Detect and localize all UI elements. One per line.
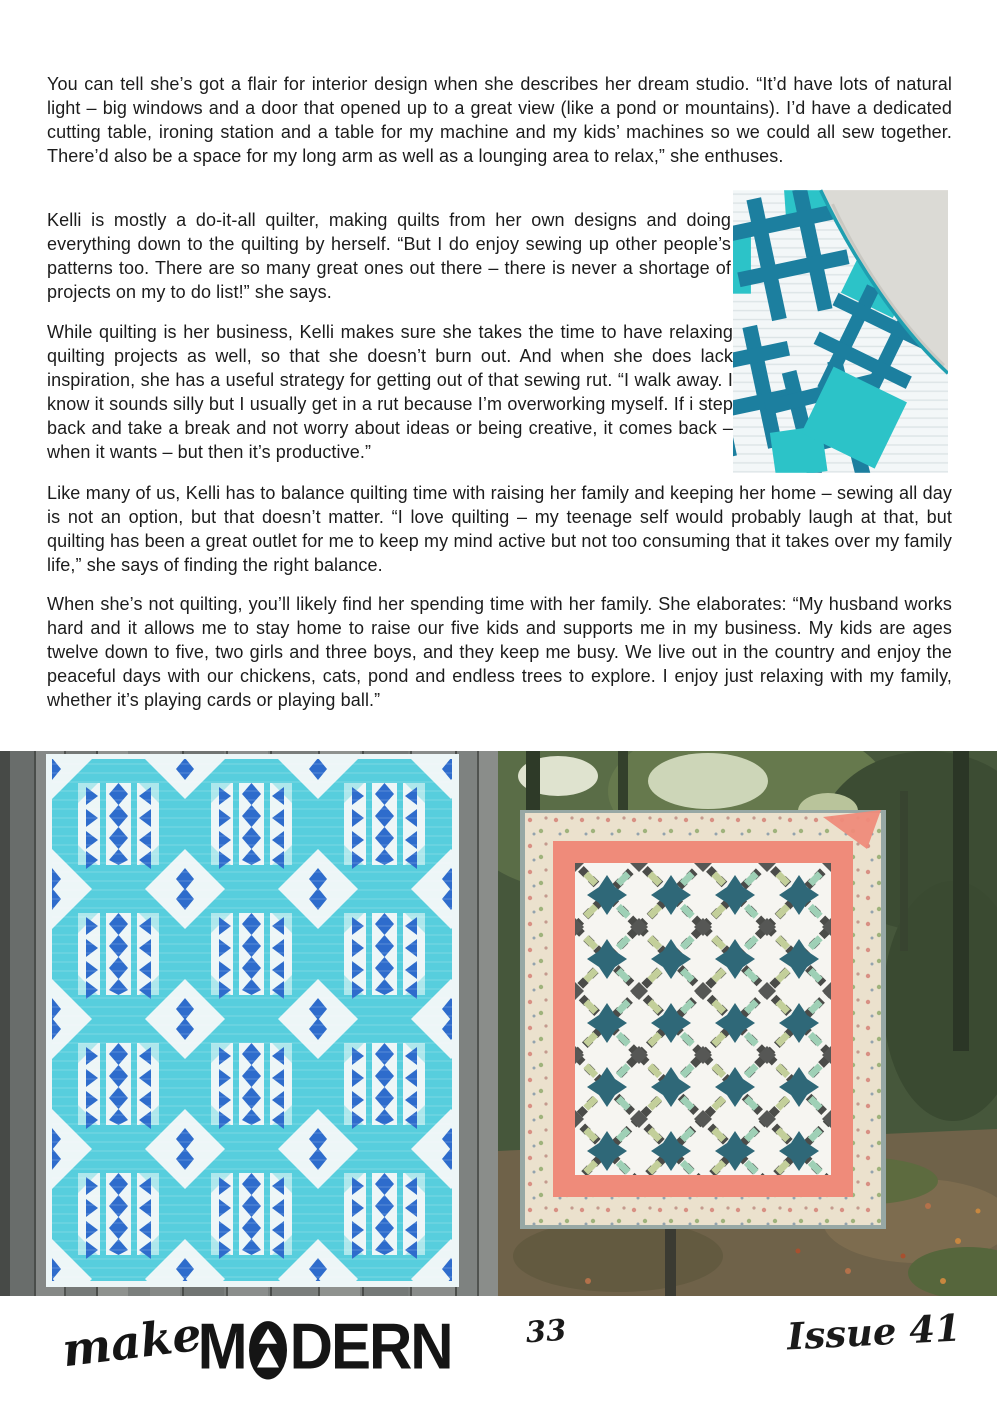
- page-footer: [0, 1296, 997, 1410]
- issue-label: Issue 41: [786, 1305, 963, 1359]
- triangle-o-icon: [247, 1318, 289, 1381]
- logo-modern-m: M: [197, 1309, 246, 1383]
- paragraph-5: When she’s not quilting, you’ll likely find her spending time with her family. She elaborates: “My husband works hard and it allows me to stay home to raise our five kids and supports me in my business. My kids are ages twelve down to five, two girls and three boys, and they keep me busy. We live out in the country and enjoy the peaceful days with our chickens, cats, pond and endless trees to explore. I enjoy just relaxing with my family, whether it’s playing cards or playing ball.”: [47, 594, 952, 710]
- fence-quilt-image: [0, 751, 498, 1296]
- paragraph-1: You can tell she’s got a flair for interior design when she describes her dream studio. “It’d have lots of natural light – big windows and a door that opened up to a great view (like a pond or mountains). I’d have a dedicated cutting table, ironing station and a table for my machine and my kids’ machines so we could all sew together. There’d also be a space for my long arm as well as a lounging area to relax,” she enthuses.: [47, 74, 952, 166]
- fence-quilt: [46, 754, 459, 1287]
- paragraph-4: Like many of us, Kelli has to balance quilting time with raising her family and keeping her home – sewing all day is not an option, but that doesn’t matter. “I love quilting – my teenage self would probably laugh at that, but quilting has been a great outlet for me to keep my mind active but not too consuming that it takes over my family life,” she says of finding the right balance.: [47, 483, 952, 575]
- logo-modern-text: [198, 1309, 452, 1384]
- logo-make-text: make: [59, 1306, 205, 1378]
- paragraph-3: While quilting is her business, Kelli makes sure she takes the time to have relaxing quilting projects as well, so that she doesn’t burn out. And when she does lack inspiration, she has a useful strategy for getting out of that sewing rut. “I walk away. I know it sounds silly but I usually get in a rut because I’m overworking myself. If i step back and take a break and not worry about ideas or being creative, it comes back – when it wants – but then it’s productive.”: [47, 322, 733, 462]
- forest-quilt-photo: [498, 751, 997, 1296]
- logo-modern-dern: DERN: [289, 1309, 452, 1383]
- fence-quilt-photo: [0, 751, 498, 1296]
- forest-quilt-image: [498, 751, 997, 1296]
- quilt-closeup-photo: [733, 189, 948, 474]
- paragraph-2: Kelli is mostly a do-it-all quilter, making quilts from her own designs and doing everything down to the quilting by herself. “But I do enjoy sewing up other people’s patterns too. There are so many great ones out there – there is never a shortage of projects on my to do list!” she says.: [47, 210, 731, 302]
- page-number: 33: [524, 1312, 568, 1350]
- make-modern-logo: [59, 1304, 452, 1388]
- quilt-closeup-image: [733, 189, 948, 474]
